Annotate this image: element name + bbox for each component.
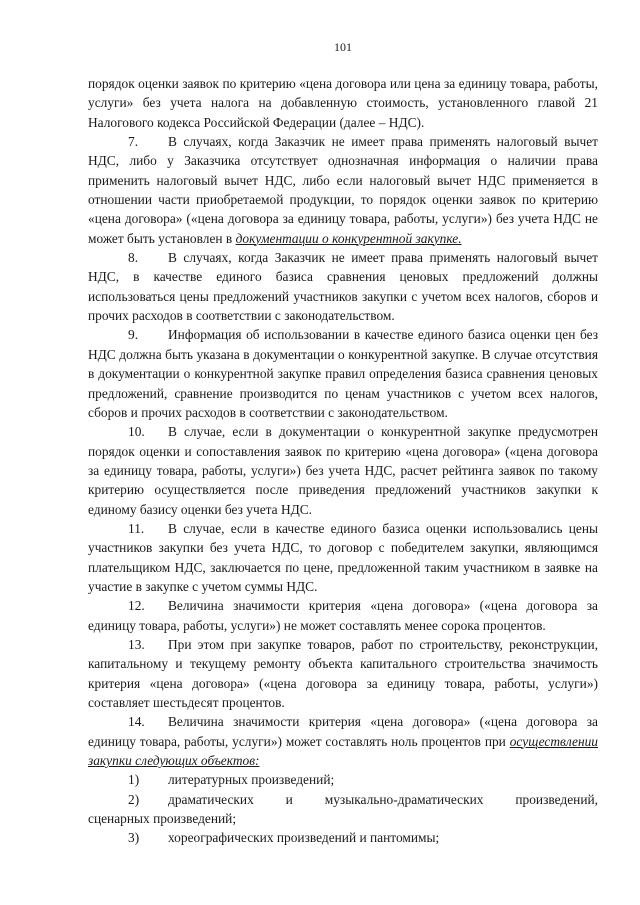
paragraph-13-text: При этом при закупке товаров, работ по строительству, реконструкции, капитальному и текущему ремонту объекта капитального строительства значимость критерия «цена договора» («цена договора за единицу товара, работы, услуги») составляет шестьдесят процентов. bbox=[88, 636, 598, 710]
paragraph-10-number: 10. bbox=[128, 424, 145, 440]
paragraph-11-text: В случае, если в качестве единого базиса оценки использовались цены участников закупки без учета НДС, то договор с победителем закупки, являющимся плательщиком НДС, заключается по цене, предложенной таким участником в заявке на участие в закупке с учетом суммы НДС. bbox=[88, 520, 598, 594]
paragraph-8 bbox=[88, 248, 598, 325]
subitem-3-number: 3) bbox=[128, 830, 140, 846]
paragraph-7 bbox=[88, 132, 598, 248]
page-number: 101 bbox=[334, 40, 352, 54]
paragraph-14-emphasis: осуществлении закупки следующих объектов: bbox=[88, 733, 598, 769]
paragraph-7-emphasis: документации о конкурентной закупке. bbox=[235, 230, 462, 246]
paragraph-7-number: 7. bbox=[128, 134, 139, 150]
subitem-2-number: 2) bbox=[128, 791, 140, 807]
paragraph-11 bbox=[88, 519, 598, 596]
paragraph-14 bbox=[88, 712, 598, 770]
subitem-3 bbox=[88, 828, 598, 847]
subitem-2 bbox=[88, 790, 598, 809]
paragraph-10-text: В случае, если в документации о конкурентной закупке предусмотрен порядок оценки и сопоставления заявок по критерию «цена договора» («цена договора за единицу товара, работы, услуги») без учета НДС, расчет рейтинга заявок по такому критерию осуществляется после приведения предложений участников закупки к единому базису оценки без учета НДС. bbox=[88, 424, 598, 517]
paragraph-8-number: 8. bbox=[128, 250, 139, 266]
subitem-1-text: литературных произведений; bbox=[168, 772, 335, 788]
paragraph-intro: порядок оценки заявок по критерию «цена договора или цена за единицу товара, работы, услуги» без учета налога на добавленную стоимость, установленного главой 21 Налогового кодекса Российской Федерации (далее – НДС). bbox=[88, 76, 598, 130]
subitem-2-continuation: сценарных произведений; bbox=[88, 811, 237, 827]
paragraph-9 bbox=[88, 325, 598, 422]
subitem-1 bbox=[88, 770, 598, 789]
paragraph-13 bbox=[88, 635, 598, 712]
paragraph-12-number: 12. bbox=[128, 598, 145, 614]
subitem-1-number: 1) bbox=[128, 772, 140, 788]
paragraph-8-text: В случаях, когда Заказчик не имеет права применять налоговый вычет НДС, в качестве единого базиса сравнения ценовых предложений должны использоваться цены предложений участников закупки с учетом всех налогов, сборов и прочих расходов в соответствии с законодательством. bbox=[88, 250, 598, 324]
paragraph-12-text: Величина значимости критерия «цена договора» («цена договора за единицу товара, работы, услуги») не может составлять менее сорока процентов. bbox=[88, 598, 598, 633]
subitem-2-text: драматических и музыкально-драматических произведений, bbox=[168, 791, 598, 807]
paragraph-7-text: В случаях, когда Заказчик не имеет права применять налоговый вычет НДС, либо у Заказчика отсутствует однозначная информация о наличии права применить налоговый вычет НДС, либо если налоговый вычет НДС применяется в отношении части приобретаемой продукции, то порядок оценки заявок по критерию «цена договора» («цена договора за единицу товара, работы, услуги») без учета НДС не может быть установлен в bbox=[88, 134, 598, 246]
paragraph-14-number: 14. bbox=[128, 714, 145, 730]
paragraph-9-number: 9. bbox=[128, 327, 139, 343]
paragraph-12 bbox=[88, 596, 598, 635]
paragraph-13-number: 13. bbox=[128, 636, 145, 652]
paragraph-9-text: Информация об использовании в качестве единого базиса оценки цен без НДС должна быть указана в документации о конкурентной закупке. В случае отсутствия в документации о конкурентной закупке правил определения базиса сравнения ценовых предложений, сравнение производится по ценам участников с учетом всех налогов, сборов и прочих расходов в соответствии с законодательством. bbox=[88, 327, 598, 420]
paragraph-14-text: Величина значимости критерия «цена договора» («цена договора за единицу товара, работы, услуги») может составлять ноль процентов при bbox=[88, 714, 598, 749]
subitem-3-text: хореографических произведений и пантомимы; bbox=[168, 830, 440, 846]
paragraph-11-number: 11. bbox=[128, 520, 145, 536]
paragraph-10 bbox=[88, 422, 598, 519]
